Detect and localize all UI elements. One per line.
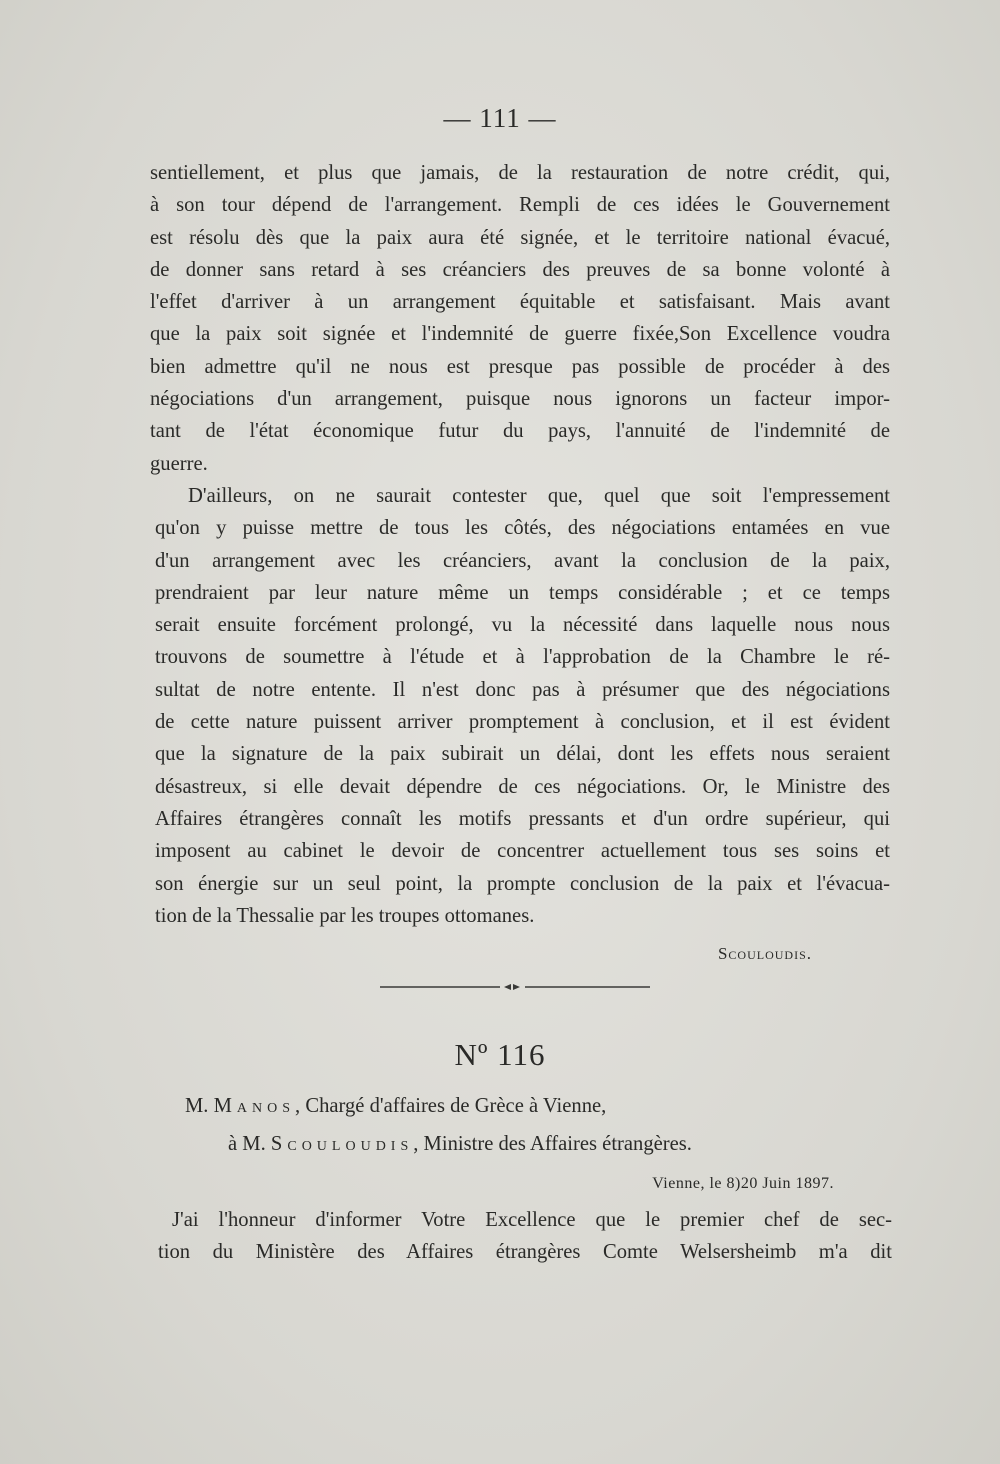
text-line: prendraient par leur nature même un temps considérable ; et ce temps	[155, 581, 890, 604]
text-line: tant de l'état économique futur du pays, l'annuité de l'indemnité de	[150, 420, 890, 443]
text-line: désastreux, si elle devait dépendre de ces négociations. Or, le Ministre des	[155, 775, 890, 798]
text-line: sentiellement, et plus que jamais, de la restauration de notre crédit, qui,	[150, 162, 890, 184]
text-line: l'effet d'arriver à un arrangement équitable et satisfaisant. Mais avant	[150, 291, 890, 314]
sender-name: Manos	[213, 1095, 296, 1117]
text-line: négociations d'un arrangement, puisque nous ignorons un facteur impor-	[150, 388, 890, 411]
text-line: de cette nature puissent arriver promptement à conclusion, et il est évident	[155, 711, 890, 734]
text-line: est résolu dès que la paix aura été signée, et le territoire national évacué,	[150, 226, 890, 249]
text-line: J'ai l'honneur d'informer Votre Excellence que le premier chef de sec-	[172, 1209, 892, 1231]
text-line: de donner sans retard à ses créanciers des preuves de sa bonne volonté à	[150, 258, 890, 281]
sender-line	[185, 1095, 606, 1118]
sender-title: , Chargé d'affaires de Grèce à Vienne,	[295, 1095, 607, 1117]
letter-text	[158, 1204, 892, 1268]
recipient-title: , Ministre des Affaires étrangères.	[413, 1133, 692, 1155]
text-line: sultat de notre entente. Il n'est donc pas à présumer que des négociations	[155, 678, 890, 701]
text-line: tion de la Thessalie par les troupes ottomanes.	[155, 904, 535, 927]
signature: Scouloudis.	[717, 944, 812, 963]
text-line: d'un arrangement avec les créanciers, avant la conclusion de la paix,	[155, 549, 890, 572]
text-line: son énergie sur un seul point, la prompte conclusion de la paix et l'évacua-	[155, 872, 890, 895]
recipient-name: Scouloudis	[270, 1133, 414, 1155]
dateline: Vienne, le 8)20 Juin 1897.	[652, 1175, 834, 1192]
text-line: trouvons de soumettre à l'étude et à l'approbation de la Chambre le ré-	[155, 646, 890, 669]
text-line: qu'on y puisse mettre de tous les côtés, des négociations entamées en vue	[155, 517, 890, 540]
text-line: bien admettre qu'il ne nous est presque pas possible de procéder à des	[150, 355, 890, 378]
text-line: imposent au cabinet le devoir de concentrer actuellement tous ses soins et	[155, 840, 890, 863]
text-line: que la signature de la paix subirait un délai, dont les effets nous seraient	[155, 743, 890, 766]
ornamental-divider	[380, 982, 650, 992]
recipient-line	[228, 1133, 692, 1156]
recipient-prefix: à M.	[228, 1133, 271, 1155]
text-line: D'ailleurs, on ne saurait contester que, quel que soit l'empressement	[188, 484, 890, 507]
body-text	[150, 157, 890, 932]
document-number: Nº 116	[454, 1037, 546, 1072]
page-number: — 111 —	[443, 103, 557, 133]
text-line: que la paix soit signée et l'indemnité de guerre fixée,Son Excellence voudra	[150, 323, 890, 346]
text-line: à son tour dépend de l'arrangement. Rempli de ces idées le Gouvernement	[150, 194, 890, 217]
sender-prefix: M.	[185, 1095, 214, 1117]
text-line: tion du Ministère des Affaires étrangères Comte Welsersheimb m'a dit	[158, 1241, 892, 1263]
text-line: Affaires étrangères connaît les motifs pressants et d'un ordre supérieur, qui	[155, 807, 890, 830]
text-line: serait ensuite forcément prolongé, vu la nécessité dans laquelle nous nous	[155, 614, 890, 637]
text-line: guerre.	[150, 452, 208, 475]
